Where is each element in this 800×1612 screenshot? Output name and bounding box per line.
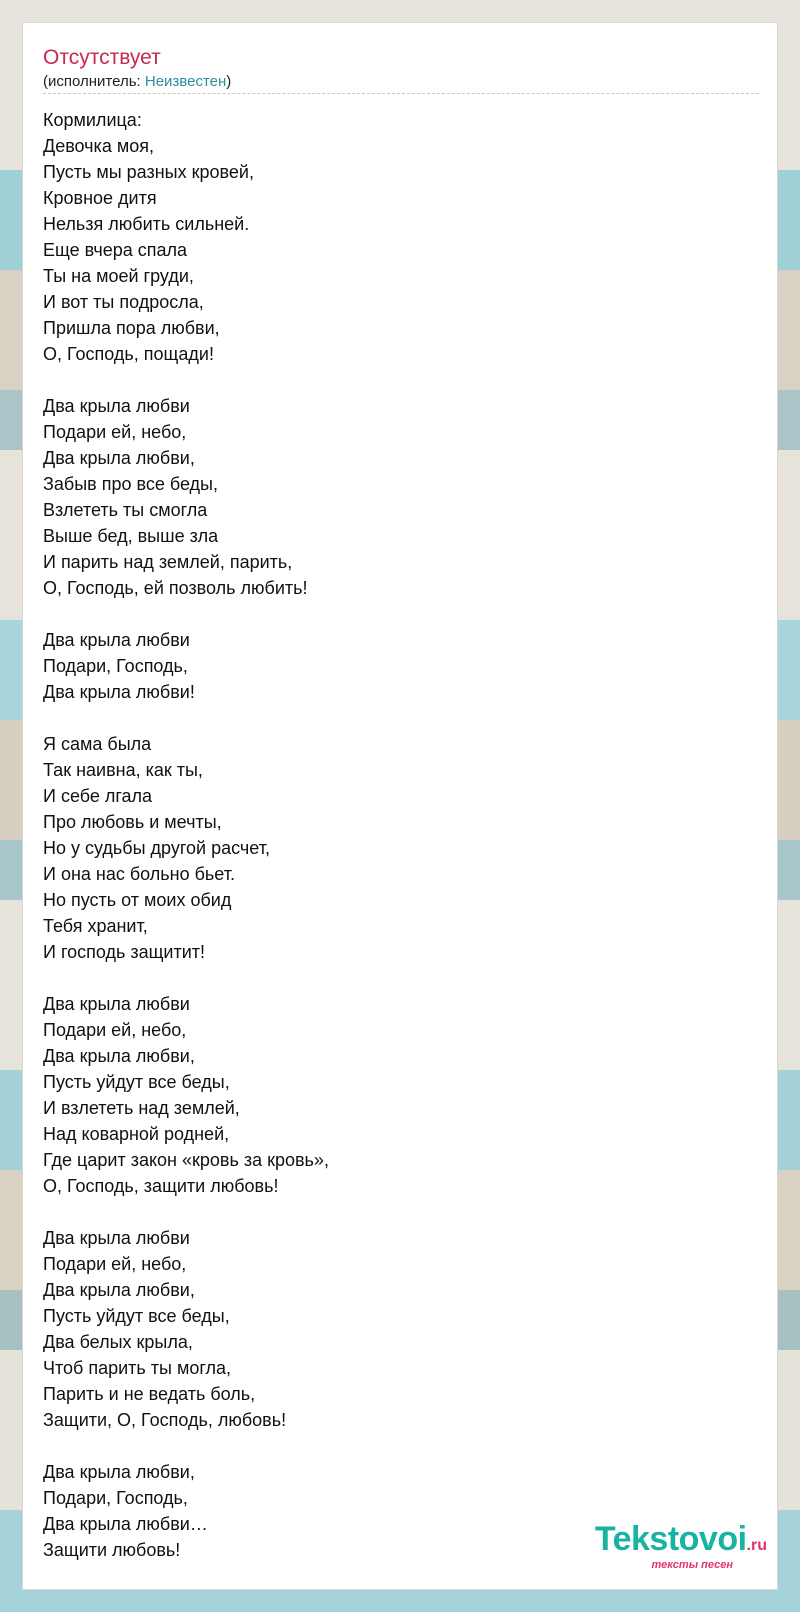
lyric-line: И господь защитит! — [43, 942, 206, 962]
lyric-line: Два крыла любви, — [43, 1046, 195, 1066]
lyric-line: Парить и не ведать боль, — [43, 1384, 256, 1404]
lyric-line: Два крыла любви, — [43, 448, 195, 468]
lyric-line: Нельзя любить сильней. — [43, 214, 250, 234]
lyric-line: Пусть мы разных кровей, — [43, 162, 254, 182]
lyric-line: И вот ты подросла, — [43, 292, 204, 312]
stanza-gap — [43, 1199, 643, 1225]
lyric-line: Два крыла любви! — [43, 682, 195, 702]
lyric-line: Кровное дитя — [43, 188, 157, 208]
lyric-line: Подари, Господь, — [43, 1488, 188, 1508]
lyric-line: Ты на моей груди, — [43, 266, 194, 286]
lyric-line: Подари ей, небо, — [43, 1254, 187, 1274]
lyric-line: Взлететь ты смогла — [43, 500, 208, 520]
stanza-gap — [43, 601, 643, 627]
lyric-line: Тебя хранит, — [43, 916, 148, 936]
lyric-line: Два крыла любви, — [43, 1280, 195, 1300]
lyric-line: Защити любовь! — [43, 1540, 181, 1560]
stanza-gap — [43, 965, 643, 991]
lyric-line: Два крыла любви — [43, 630, 190, 650]
lyric-line: Чтоб парить ты могла, — [43, 1358, 232, 1378]
lyrics-card — [22, 22, 778, 1590]
lyric-line: Но у судьбы другой расчет, — [43, 838, 270, 858]
divider — [43, 93, 759, 94]
logo-tld: .ru — [746, 1537, 767, 1554]
lyric-line: Выше бед, выше зла — [43, 526, 219, 546]
lyric-line: И взлететь над землей, — [43, 1098, 240, 1118]
stanza-gap — [43, 367, 643, 393]
lyric-line: Девочка моя, — [43, 136, 154, 156]
lyric-line: Про любовь и мечты, — [43, 812, 222, 832]
lyric-line: Пришла пора любви, — [43, 318, 220, 338]
lyrics-text — [43, 107, 643, 1563]
lyric-line: И себе лгала — [43, 786, 153, 806]
lyric-line: Два крыла любви — [43, 994, 190, 1014]
site-logo[interactable] — [595, 1522, 767, 1571]
song-title: Отсутствует — [43, 46, 161, 69]
artist-suffix: ) — [226, 73, 232, 90]
lyric-line: Пусть уйдут все беды, — [43, 1072, 230, 1092]
lyric-line: Два крыла любви, — [43, 1462, 195, 1482]
lyric-line: Подари ей, небо, — [43, 1020, 187, 1040]
stanza-gap — [43, 705, 643, 731]
artist-prefix: (исполнитель: — [43, 73, 145, 90]
lyric-line: Два белых крыла, — [43, 1332, 193, 1352]
lyric-line: Защити, О, Господь, любовь! — [43, 1410, 287, 1430]
lyric-line: Кормилица: — [43, 110, 142, 130]
artist-line — [43, 73, 231, 91]
lyric-line: О, Господь, ей позволь любить! — [43, 578, 308, 598]
lyric-line: Подари ей, небо, — [43, 422, 187, 442]
logo-tagline: тексты песен — [651, 1559, 733, 1571]
lyric-line: Еще вчера спала — [43, 240, 188, 260]
lyric-line: И она нас больно бьет. — [43, 864, 235, 884]
artist-link[interactable]: Неизвестен — [144, 73, 227, 90]
lyric-line: Подари, Господь, — [43, 656, 188, 676]
lyric-line: Два крыла любви — [43, 396, 190, 416]
lyric-line: Так наивна, как ты, — [43, 760, 203, 780]
lyric-line: О, Господь, пощади! — [43, 344, 214, 364]
stanza-gap — [43, 1433, 643, 1459]
lyric-line: И парить над землей, парить, — [43, 552, 293, 572]
logo-wordmark — [595, 1522, 767, 1563]
lyric-line: Я сама была — [43, 734, 152, 754]
lyric-line: Где царит закон «кровь за кровь», — [43, 1150, 329, 1170]
lyric-line: Два крыла любви… — [43, 1514, 208, 1534]
lyric-line: Пусть уйдут все беды, — [43, 1306, 230, 1326]
lyric-line: Два крыла любви — [43, 1228, 190, 1248]
lyric-line: О, Господь, защити любовь! — [43, 1176, 279, 1196]
lyric-line: Забыв про все беды, — [43, 474, 218, 494]
logo-name: Tekstovoi — [594, 1520, 747, 1558]
lyric-line: Но пусть от моих обид — [43, 890, 232, 910]
lyric-line: Над коварной родней, — [43, 1124, 230, 1144]
